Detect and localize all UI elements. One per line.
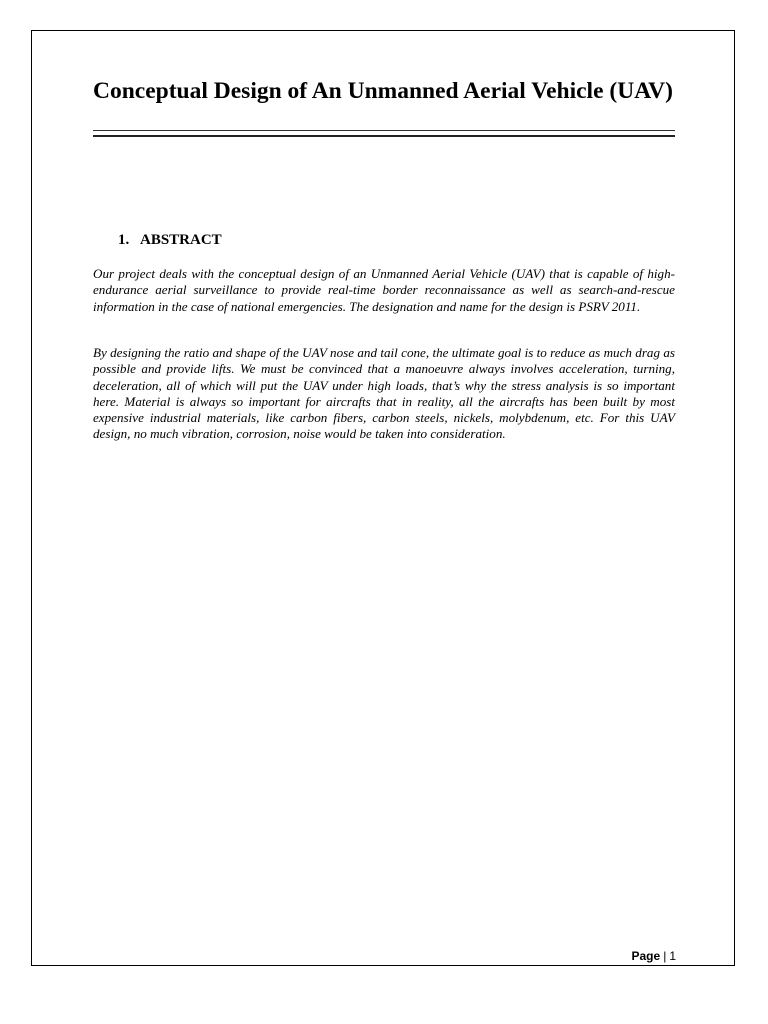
page-separator: |	[663, 949, 667, 963]
abstract-paragraph-2: By designing the ratio and shape of the UAV nose and tail cone, the ultimate goal is to reduce as much drag as possible and provide lifts. We must be convinced that a manoeuvre always involves acceleration, turning, deceleration, all of which will put the UAV under high loads, that’s why the stress analysis is so important here. Material is always so important for aircrafts that in reality, all the aircrafts has been built by most expensive industrial materials, like carbon fibers, carbon steels, nickels, molybdenum, etc. For this UAV design, no much vibration, corrosion, noise would be taken into consideration.	[93, 345, 675, 442]
page-label: Page	[631, 949, 661, 963]
section-heading-text: ABSTRACT	[140, 232, 222, 248]
section-heading	[118, 231, 222, 249]
document-title: Conceptual Design of An Unmanned Aerial Vehicle (UAV)	[93, 78, 673, 104]
title-rule-thick	[93, 135, 675, 137]
title-rule-thin	[93, 130, 675, 131]
page-border	[31, 30, 735, 966]
section-number: 1.	[118, 232, 130, 248]
page-number: 1	[669, 949, 676, 963]
abstract-paragraph-1: Our project deals with the conceptual design of an Unmanned Aerial Vehicle (UAV) that is capable of high-endurance aerial surveillance to provide real-time border reconnaissance as well as search-and-rescue information in the case of national emergencies. The designation and name for the design is PSRV 2011.	[93, 266, 675, 314]
page-footer	[632, 948, 677, 964]
